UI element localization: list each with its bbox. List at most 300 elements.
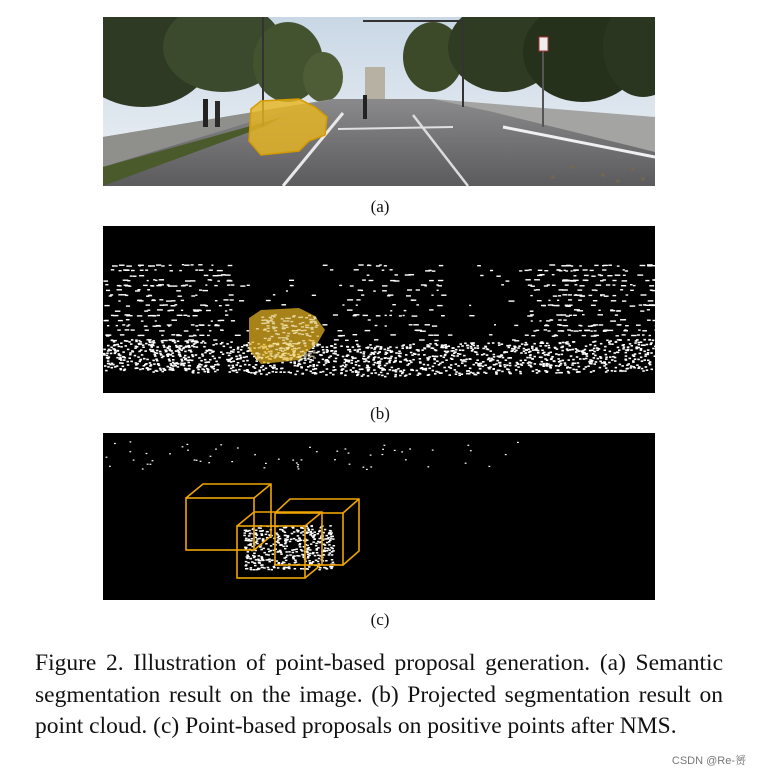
point xyxy=(547,330,550,331)
point xyxy=(369,344,372,346)
point xyxy=(652,340,655,342)
point xyxy=(282,332,285,333)
point xyxy=(434,363,437,365)
point xyxy=(138,340,140,341)
point xyxy=(608,362,611,364)
point xyxy=(232,351,235,353)
point xyxy=(459,374,462,376)
point xyxy=(434,343,437,345)
point xyxy=(315,545,318,547)
point xyxy=(284,540,287,542)
point xyxy=(312,350,315,351)
point xyxy=(273,294,275,295)
point xyxy=(260,373,263,375)
point xyxy=(637,334,640,335)
point xyxy=(504,351,507,353)
point xyxy=(147,280,149,281)
point xyxy=(189,285,192,286)
point xyxy=(131,339,134,341)
point xyxy=(151,346,154,348)
point xyxy=(625,352,628,354)
point xyxy=(156,264,161,265)
point xyxy=(178,296,182,297)
point xyxy=(106,355,109,357)
point xyxy=(184,330,189,331)
point xyxy=(387,358,390,360)
point xyxy=(587,365,590,367)
point xyxy=(537,300,542,301)
point xyxy=(230,299,234,300)
point xyxy=(441,345,444,347)
point xyxy=(249,533,252,535)
point xyxy=(577,295,582,296)
point xyxy=(199,366,202,368)
point xyxy=(568,334,571,335)
point xyxy=(183,365,186,367)
point xyxy=(146,304,150,305)
point xyxy=(130,441,132,442)
point xyxy=(122,366,125,368)
point xyxy=(174,363,177,365)
point xyxy=(374,362,377,364)
point xyxy=(542,365,545,367)
point xyxy=(487,349,490,351)
point xyxy=(641,294,647,295)
point xyxy=(323,549,326,551)
point xyxy=(273,316,276,317)
point xyxy=(107,363,110,365)
point xyxy=(319,538,322,540)
point xyxy=(347,309,353,310)
point xyxy=(288,551,291,553)
point xyxy=(380,347,383,349)
point xyxy=(463,355,466,357)
point xyxy=(312,295,316,296)
point xyxy=(505,359,508,361)
point xyxy=(617,265,620,266)
point xyxy=(192,371,195,373)
point xyxy=(254,367,257,369)
point xyxy=(413,324,419,325)
point xyxy=(464,361,467,363)
point xyxy=(546,343,549,345)
point xyxy=(247,551,250,553)
point xyxy=(417,374,420,376)
point xyxy=(272,368,275,370)
point xyxy=(150,364,153,366)
point xyxy=(155,358,158,360)
point xyxy=(484,364,487,366)
point xyxy=(235,356,238,358)
point xyxy=(135,339,138,341)
point xyxy=(592,353,595,355)
point xyxy=(303,342,306,343)
point xyxy=(533,356,536,358)
point xyxy=(176,290,181,291)
point xyxy=(649,285,654,286)
point xyxy=(477,363,480,365)
point xyxy=(275,356,278,357)
point xyxy=(136,346,139,348)
point xyxy=(366,367,369,369)
point xyxy=(288,568,291,570)
point xyxy=(542,342,545,344)
point xyxy=(650,289,652,290)
point xyxy=(239,300,244,301)
point xyxy=(622,300,626,301)
point xyxy=(116,365,119,367)
point xyxy=(265,554,268,556)
point xyxy=(611,343,614,345)
point xyxy=(486,354,489,356)
point xyxy=(517,347,520,349)
point xyxy=(600,280,604,281)
point xyxy=(115,311,121,312)
point xyxy=(159,368,162,370)
point xyxy=(266,559,269,561)
point xyxy=(147,464,149,465)
point xyxy=(261,567,264,569)
point xyxy=(323,352,326,354)
point xyxy=(555,365,558,367)
point xyxy=(469,305,471,306)
point xyxy=(290,362,293,364)
point xyxy=(264,467,266,468)
point xyxy=(151,345,154,347)
point xyxy=(631,345,634,347)
point xyxy=(156,360,159,362)
point xyxy=(553,295,558,296)
point xyxy=(563,319,566,320)
point xyxy=(392,304,396,305)
point xyxy=(150,265,155,266)
subfigure-label-b: (b) xyxy=(370,404,390,423)
point xyxy=(622,345,625,347)
point xyxy=(212,351,215,353)
point xyxy=(470,346,473,348)
point xyxy=(389,359,392,361)
point xyxy=(182,446,184,447)
point xyxy=(433,335,439,336)
point xyxy=(282,326,285,327)
point xyxy=(569,345,572,347)
point xyxy=(469,368,472,370)
point xyxy=(634,358,637,360)
point xyxy=(171,369,174,371)
point xyxy=(204,275,209,276)
point xyxy=(361,294,364,295)
point xyxy=(471,343,474,345)
point xyxy=(409,346,412,348)
point xyxy=(116,350,119,352)
point xyxy=(401,451,403,452)
point xyxy=(615,367,618,369)
point xyxy=(438,364,441,366)
point xyxy=(272,323,275,324)
point xyxy=(104,365,107,367)
point xyxy=(482,366,485,368)
point xyxy=(288,345,291,346)
point xyxy=(531,347,534,349)
point xyxy=(368,361,371,363)
point xyxy=(553,361,556,363)
point xyxy=(585,330,590,331)
point xyxy=(330,530,333,532)
point xyxy=(226,343,229,345)
point xyxy=(248,371,251,373)
point xyxy=(260,357,263,358)
point xyxy=(286,537,289,539)
point xyxy=(523,348,526,350)
point xyxy=(530,366,533,368)
point xyxy=(200,360,203,362)
point xyxy=(477,347,480,349)
point xyxy=(254,372,257,374)
point xyxy=(602,265,604,266)
point xyxy=(493,356,496,358)
point xyxy=(444,355,447,357)
point xyxy=(127,315,132,316)
point xyxy=(312,369,315,371)
point xyxy=(202,355,205,357)
point xyxy=(295,330,298,331)
point xyxy=(626,294,629,295)
point xyxy=(161,335,163,336)
point xyxy=(330,269,333,270)
point xyxy=(630,305,636,306)
point xyxy=(410,352,413,354)
point xyxy=(590,270,594,271)
point xyxy=(187,315,190,316)
point xyxy=(106,457,108,458)
point xyxy=(329,372,332,374)
point xyxy=(540,364,543,366)
point xyxy=(427,359,430,361)
point xyxy=(157,315,160,316)
point xyxy=(377,353,380,355)
point xyxy=(312,552,315,554)
point xyxy=(208,279,211,280)
point-cloud-segmentation xyxy=(103,226,655,393)
street-scene-image xyxy=(103,17,655,186)
point xyxy=(473,364,476,366)
point xyxy=(342,356,345,358)
point xyxy=(399,371,402,373)
point xyxy=(575,369,578,371)
point xyxy=(170,365,173,367)
point xyxy=(633,355,636,357)
point xyxy=(298,333,301,334)
point xyxy=(341,369,344,371)
point xyxy=(394,450,396,451)
point xyxy=(193,335,196,336)
point xyxy=(283,527,286,529)
point xyxy=(630,365,633,367)
point xyxy=(547,354,550,356)
point xyxy=(314,555,317,557)
point xyxy=(604,296,609,297)
point xyxy=(373,349,376,351)
point xyxy=(202,290,208,291)
point xyxy=(575,284,578,285)
point xyxy=(131,270,135,271)
point xyxy=(551,356,554,358)
point xyxy=(584,275,589,276)
point xyxy=(459,349,462,351)
point xyxy=(625,270,628,271)
point xyxy=(414,353,417,355)
point xyxy=(117,344,120,346)
point xyxy=(316,552,319,554)
point xyxy=(539,345,542,347)
point xyxy=(594,345,597,347)
point xyxy=(544,270,548,271)
point xyxy=(251,538,254,540)
point xyxy=(514,346,517,348)
point xyxy=(518,345,521,347)
point xyxy=(326,542,329,544)
point xyxy=(377,357,380,359)
point xyxy=(590,371,593,373)
point xyxy=(550,319,553,320)
point xyxy=(232,367,235,369)
point xyxy=(482,348,485,350)
point xyxy=(222,330,224,331)
point xyxy=(509,300,515,301)
point xyxy=(554,305,560,306)
point xyxy=(614,360,617,362)
point xyxy=(281,351,284,352)
point xyxy=(249,544,252,546)
point xyxy=(297,464,299,465)
point xyxy=(332,374,335,376)
point xyxy=(380,358,383,360)
point xyxy=(200,461,202,462)
point xyxy=(129,451,131,452)
point xyxy=(277,539,280,541)
point xyxy=(451,358,454,360)
point xyxy=(562,294,567,295)
point xyxy=(606,340,609,342)
point xyxy=(412,315,418,316)
point xyxy=(131,350,134,352)
point xyxy=(258,568,261,570)
point xyxy=(596,285,602,286)
point xyxy=(334,351,337,353)
point xyxy=(370,455,372,456)
point xyxy=(116,357,119,359)
point xyxy=(243,345,246,347)
point xyxy=(578,325,581,326)
point xyxy=(296,365,299,367)
point xyxy=(147,339,152,340)
point xyxy=(307,358,310,360)
point xyxy=(423,354,426,356)
point xyxy=(455,349,458,351)
point xyxy=(200,342,203,344)
point xyxy=(289,541,292,543)
point xyxy=(154,352,157,354)
point xyxy=(282,340,285,341)
point xyxy=(442,347,445,349)
point xyxy=(618,349,621,351)
point xyxy=(544,285,548,286)
point xyxy=(272,553,275,555)
point xyxy=(630,349,633,351)
point xyxy=(415,330,419,331)
point xyxy=(178,354,181,356)
point xyxy=(652,348,655,350)
point xyxy=(365,347,368,349)
point xyxy=(193,346,196,348)
point xyxy=(279,529,282,531)
point xyxy=(140,270,144,271)
point xyxy=(191,360,194,362)
point xyxy=(236,364,239,366)
point xyxy=(406,364,409,366)
point xyxy=(290,357,293,358)
point xyxy=(599,324,603,325)
point xyxy=(575,348,578,350)
point xyxy=(261,323,264,324)
point xyxy=(173,285,178,286)
point xyxy=(614,370,617,372)
point xyxy=(245,538,248,540)
point xyxy=(167,355,170,357)
point xyxy=(389,357,392,359)
point xyxy=(201,353,204,355)
point xyxy=(476,359,479,361)
point xyxy=(292,552,295,554)
point xyxy=(106,353,109,355)
point xyxy=(204,359,207,361)
point xyxy=(292,325,295,326)
point xyxy=(561,314,566,315)
point xyxy=(411,300,416,301)
point xyxy=(248,539,251,541)
point xyxy=(285,551,288,553)
point xyxy=(260,533,263,535)
point xyxy=(409,360,412,362)
point xyxy=(503,364,506,366)
point xyxy=(111,269,114,270)
point xyxy=(281,368,284,370)
point xyxy=(477,372,480,374)
point xyxy=(629,343,632,345)
point xyxy=(404,310,407,311)
point xyxy=(292,343,295,344)
point xyxy=(261,535,264,537)
point xyxy=(159,351,162,353)
point xyxy=(273,365,276,367)
point xyxy=(519,371,522,373)
point xyxy=(192,370,195,372)
point xyxy=(199,335,204,336)
point xyxy=(277,551,280,553)
point xyxy=(226,352,229,354)
point xyxy=(150,464,152,465)
point xyxy=(198,264,202,265)
point xyxy=(549,264,555,265)
point xyxy=(559,325,562,326)
point xyxy=(278,459,280,460)
point xyxy=(645,280,649,281)
point xyxy=(228,359,231,361)
point xyxy=(247,330,250,331)
point xyxy=(292,558,295,560)
point xyxy=(367,357,370,359)
point xyxy=(144,350,147,352)
